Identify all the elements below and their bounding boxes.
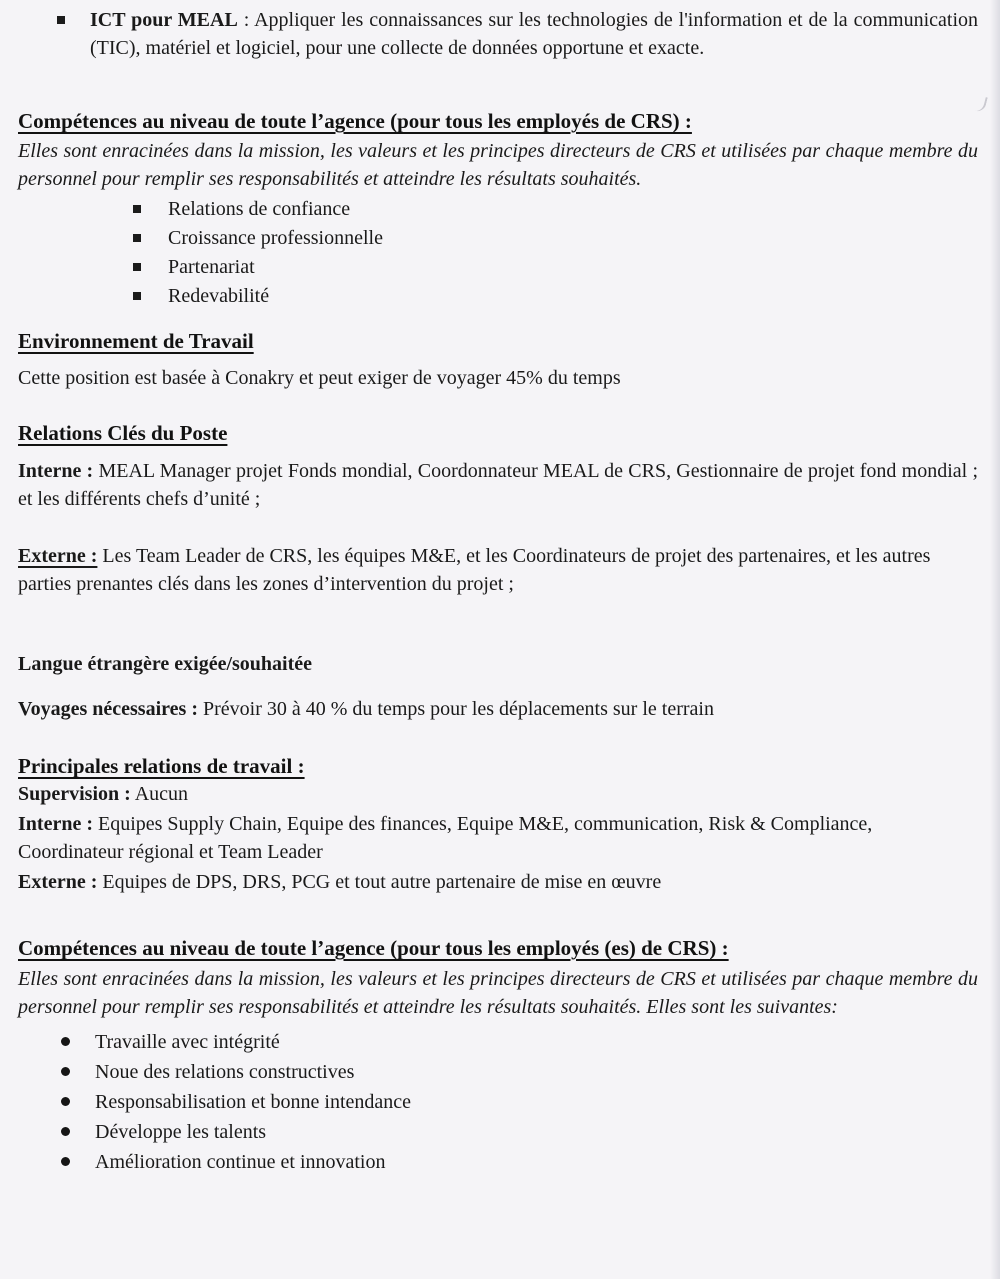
heading-relations-cles <box>18 419 978 447</box>
competences-1-list <box>18 195 978 311</box>
list-item-label: Amélioration continue et innovation <box>95 1151 386 1173</box>
interne-text: Equipes Supply Chain, Equipe des finances, Equipe M&E, communication, Risk & Compliance, Coordinateur régional et Team Leader <box>18 813 873 863</box>
heading-text: Relations Clés du Poste <box>18 421 228 445</box>
voyages-paragraph <box>18 695 978 723</box>
heading-text: Principales relations de travail : <box>18 754 305 778</box>
list-item-label: Développe les talents <box>95 1121 267 1143</box>
competences-2-intro-paragraph: Elles sont enracinées dans la mission, les valeurs et les principes directeurs de CRS et utilisées par chaque membre du personnel pour remplir ses responsabilités et atteindre les résultats souhaités. Elles sont les suivantes: <box>18 968 978 1018</box>
list-item <box>168 195 978 224</box>
square-bullet-icon <box>133 292 141 300</box>
square-bullet-icon <box>133 205 141 213</box>
list-item-label: Partenariat <box>168 256 255 278</box>
list-item <box>95 1147 978 1177</box>
supervision-text: Aucun <box>130 783 189 805</box>
heading-environnement-travail <box>18 327 978 355</box>
competences-1-intro-paragraph: Elles sont enracinées dans la mission, les valeurs et les principes directeurs de CRS et utilisées par chaque membre du personnel pour remplir ses responsabilités et atteindre les résultats souhaités. <box>18 140 978 190</box>
list-item <box>95 1117 978 1147</box>
square-bullet-icon <box>133 234 141 242</box>
list-item-label: Redevabilité <box>168 285 270 307</box>
bullet-text <box>90 9 978 59</box>
environnement-paragraph: Cette position est basée à Conakry et peut exiger de voyager 45% du temps <box>18 367 621 389</box>
list-item-label: Travaille avec intégrité <box>95 1031 280 1053</box>
heading-text: Environnement de Travail <box>18 329 254 353</box>
round-bullet-icon <box>61 1127 70 1136</box>
voyages-label: Voyages nécessaires : <box>18 698 198 720</box>
externe-label: Externe : <box>18 871 98 893</box>
list-item <box>168 224 978 253</box>
competences-2-list <box>18 1027 978 1177</box>
round-bullet-icon <box>61 1097 70 1106</box>
scan-edge-shadow <box>990 0 1000 1279</box>
voyages-text: Prévoir 30 à 40 % du temps pour les déplacements sur le terrain <box>197 698 714 720</box>
list-item-label: Noue des relations constructives <box>95 1061 355 1083</box>
square-bullet-icon <box>57 16 65 24</box>
heading-langue-etrangere: Langue étrangère exigée/souhaitée <box>18 653 313 675</box>
supervision-label: Supervision : <box>18 783 131 805</box>
heading-text: Compétences au niveau de toute l’agence (pour tous les employés (es) de CRS) : <box>18 936 729 960</box>
heading-text: Compétences au niveau de toute l’agence (pour tous les employés de CRS) : <box>18 109 692 133</box>
list-item <box>168 253 978 282</box>
bullet-body: : Appliquer les connaissances sur les technologies de l'information et de la communication (TIC), matériel et logiciel, pour une collecte de données opportune et exacte. <box>90 9 979 59</box>
list-item-ict-pour-meal <box>90 6 978 62</box>
relations-travail-externe-paragraph <box>18 868 978 896</box>
heading-competences-agence-1 <box>18 107 978 135</box>
externe-text: Equipes de DPS, DRS, PCG et tout autre partenaire de mise en œuvre <box>97 871 662 893</box>
interne-text: MEAL Manager projet Fonds mondial, Coordonnateur MEAL de CRS, Gestionnaire de projet fond mondial ; et les différents chefs d’unité ; <box>18 460 978 510</box>
externe-label: Externe : <box>18 545 98 567</box>
bullet-lead: ICT pour MEAL <box>90 9 238 31</box>
square-bullet-icon <box>133 263 141 271</box>
heading-competences-agence-2 <box>18 934 978 962</box>
list-item <box>95 1057 978 1087</box>
relations-travail-interne-paragraph <box>18 810 978 866</box>
ict-bullet-list <box>18 6 978 62</box>
relations-cles-interne-paragraph <box>18 457 978 513</box>
round-bullet-icon <box>61 1157 70 1166</box>
list-item-label: Relations de confiance <box>168 198 351 220</box>
round-bullet-icon <box>61 1037 70 1046</box>
list-item-label: Croissance professionnelle <box>168 227 383 249</box>
externe-text: Les Team Leader de CRS, les équipes M&E, et les Coordinateurs de projet des partenaires, et les autres parties prenantes clés dans les zones d’intervention du projet ; <box>18 545 931 595</box>
list-item <box>168 282 978 311</box>
round-bullet-icon <box>61 1067 70 1076</box>
heading-principales-relations <box>18 752 978 780</box>
list-item-label: Responsabilisation et bonne intendance <box>95 1091 412 1113</box>
list-item <box>95 1027 978 1057</box>
interne-label: Interne : <box>18 460 94 482</box>
supervision-line <box>18 780 978 808</box>
relations-cles-externe-paragraph <box>18 542 978 598</box>
interne-label: Interne : <box>18 813 93 835</box>
list-item <box>95 1087 978 1117</box>
